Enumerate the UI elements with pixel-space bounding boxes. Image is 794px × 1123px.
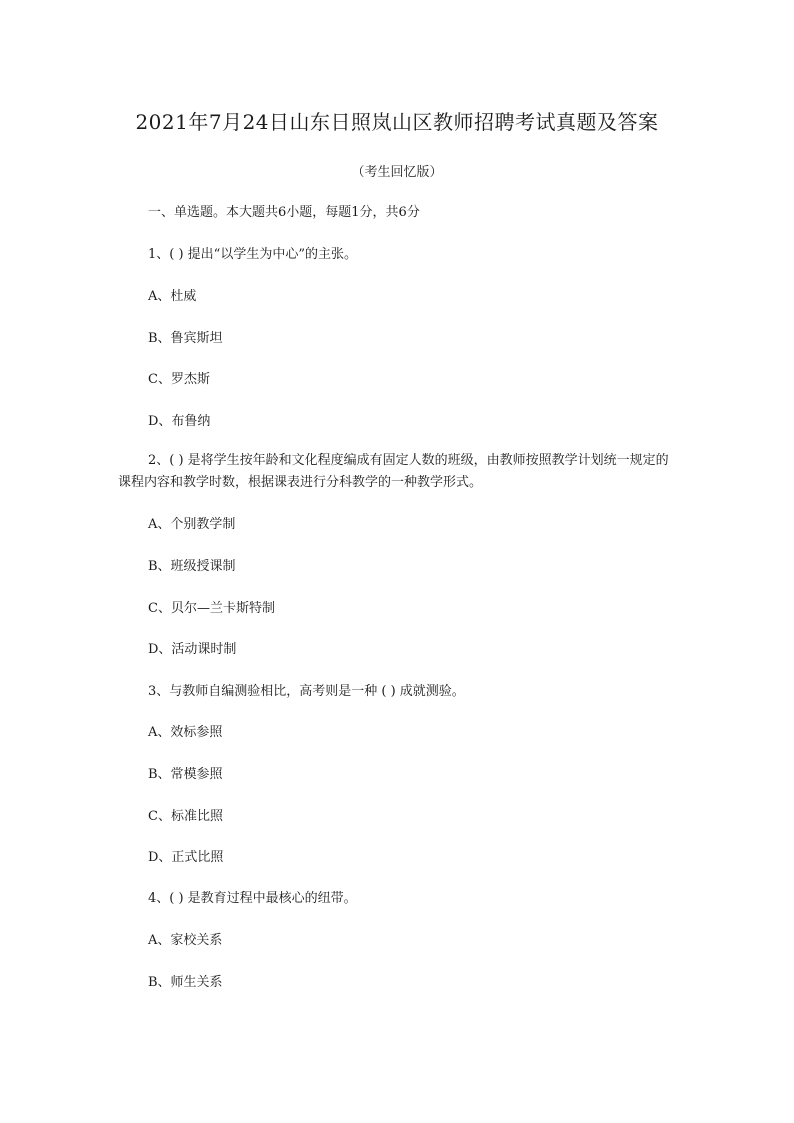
question-option: B、班级授课制 [148,559,236,574]
question-option: D、正式比照 [148,850,224,865]
question-option: A、个别教学制 [148,517,236,532]
question-option: A、效标参照 [148,725,223,740]
question-stem: 1、( ) 提出“以学生为中心”的主张。 [148,247,357,262]
question-option: A、杜威 [148,289,197,304]
document-title: 2021年7月24日山东日照岚山区教师招聘考试真题及答案 [135,110,659,134]
question-option: C、贝尔—兰卡斯特制 [148,601,275,616]
question-stem: 2、( ) 是将学生按年龄和文化程度编成有固定人数的班级，由教师按照教学计划统一规定的课程内容和教学时数，根据课表进行分科教学的一种教学形式。 [118,453,669,490]
question-option: A、家校关系 [148,933,223,948]
question-option: C、标准比照 [148,809,223,824]
question-option: B、师生关系 [148,975,223,990]
question-stem: 3、与教师自编测验相比，高考则是一种 ( ) 成就测验。 [148,684,465,699]
question-option: B、常模参照 [148,767,223,782]
question-option: C、罗杰斯 [148,372,210,387]
question-stem: 4、( ) 是教育过程中最核心的纽带。 [148,891,357,906]
question-option: D、活动课时制 [148,642,237,657]
document-subtitle: （考生回忆版） [351,165,443,180]
section-heading: 一、单选题。本大题共6小题，每题1分，共6分 [148,205,420,220]
question-option: D、布鲁纳 [148,414,211,429]
question-option: B、鲁宾斯坦 [148,331,223,346]
